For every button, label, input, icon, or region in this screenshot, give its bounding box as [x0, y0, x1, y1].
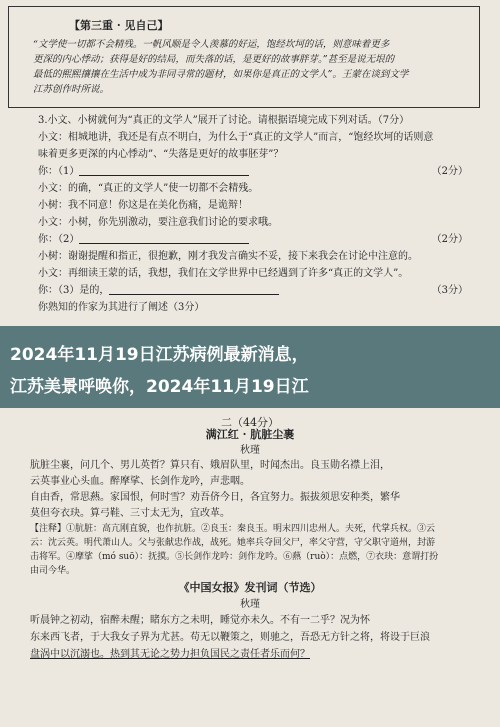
dialog-text: 小树，你先别激动，要注意我们讨论的要求哦。: [68, 217, 278, 228]
note-line: 【注释】①肮脏：高亢刚直貌，也作抗脏。②良玉：秦良玉。明末四川忠州人。夫死，代掌兵权。③云: [30, 524, 436, 534]
poem-line: 莫但夸衣玦。算弓鞋、三寸太无为，宜改革。: [30, 508, 230, 519]
dialog-text: （1）: [58, 166, 80, 177]
score-label: （2分）: [431, 234, 468, 245]
banner-line-1: 2024年11月19日江苏病例最新消息，: [10, 345, 309, 365]
annotation-notes: [30, 522, 470, 578]
answer-blank[interactable]: [109, 286, 279, 295]
question-3: [38, 112, 468, 316]
speaker-label: 小文：: [38, 183, 68, 194]
poem-line: 自由香，常思爇。家国恨，何时雪？劝吾侪今日，各宜努力。振拔须思安种类，繁华: [30, 492, 400, 503]
dialog-text: （2）: [58, 234, 80, 245]
poem-line: 云英事业心头血。醉摩挲、长剑作龙吟，声悲咽。: [30, 476, 250, 487]
poem-1-title: 满江红 · 肮脏尘裹: [205, 428, 295, 441]
box-line: “文学使一切都不会精残。一帆风顺是令人羡慕的好运，饱经坎坷的话，则意味着更多: [33, 39, 390, 50]
dialog-text: 谢谢提醒和指正，很抱歉，刚才我发言确实不妥，接下来我会在讨论中注意的。: [68, 251, 418, 262]
box-line: 更深的内心悸动；获得是好的结局，而失落的话，是更好的故事胖芽。”甚至是说无垠的: [33, 54, 395, 65]
speaker-label: 小文：: [38, 217, 68, 228]
speaker-label: 小文：: [38, 132, 68, 143]
poem-1-body: [30, 458, 470, 522]
dialog-row: [38, 299, 468, 316]
speaker-label: 小树：: [38, 251, 68, 262]
passage-2-body: [30, 612, 470, 663]
dialog-text: 相城地讲，我还是有点不明白，为什么于“真正的文学人”而言，“饱经坎坷的话则意: [68, 132, 434, 143]
dialog-row: [38, 197, 468, 214]
dialog-row: [38, 282, 468, 299]
dialog-row: [38, 180, 468, 197]
quote-box: [8, 6, 480, 108]
note-line: 由司今华。: [30, 566, 76, 576]
section-2-heading: 二（44分）: [221, 416, 279, 429]
speaker-label: 小树：: [38, 200, 68, 211]
answer-blank[interactable]: [79, 235, 249, 244]
dialog-text: 我不同意！你这是在美化伤痛，是诡辩！: [68, 200, 248, 211]
dialog-row: [38, 214, 468, 231]
dialog-row: [38, 163, 468, 180]
note-line: 云：沈云英。明代萧山人。父与张献忠作战，战死。她率兵夺回父尸，率父守营，守父职守道州，封游: [30, 538, 436, 548]
speaker-label: 你：: [38, 285, 58, 296]
poem-line: 肮脏尘裹，问几个、男儿英哲？算只有、娥眉队里，时闻杰出。良玉勋名襟上泪，: [30, 460, 390, 471]
box-text: [33, 37, 478, 97]
box-title: 【第三重 · 见自己】: [69, 19, 169, 32]
dialog-row: [38, 265, 468, 282]
score-label: （3分）: [431, 285, 468, 296]
poem-1-author: 秋瑾: [240, 445, 260, 456]
score-label: （2分）: [431, 166, 468, 177]
question-prompt: 3.小文、小树就何为“真正的文学人”展开了讨论。请根据语境完成下列对话。（7分）: [38, 115, 410, 126]
speaker-label: 你：: [38, 166, 58, 177]
passage-2-title: 《中国女报》发刊词（节选）: [178, 581, 322, 594]
dialog-row: [38, 129, 468, 146]
dialog-text: 的确，“真正的文学人”使一切都不会精残。: [68, 183, 259, 194]
prose-line: 盘涡中以沉溺也。热到其无论之势力担负国民之责任者乐而何？: [30, 649, 310, 660]
banner-line-2: 江苏美景呼唤你，2024年11月19日江: [10, 377, 309, 397]
dialog-text: （3）是的，: [58, 285, 110, 296]
dialog-row: [38, 248, 468, 265]
note-line: 击将军。④摩挲（mó suō）：抚摸。⑤长剑作龙吟：剑作龙吟。⑥爇（ruò）：点燃，⑦衣玦：意谓打扮: [30, 552, 439, 562]
dialog-row: [38, 146, 468, 163]
box-line: 最低的熙熙攘攘在生活中成为非同寻常的题材，如果你是真正的文学人”。王蒙在谈到文学: [33, 69, 409, 80]
box-line: 江苏创作时所说。: [33, 84, 110, 95]
dialog-text: 你熟知的作家为其进行了阐述（3分）: [38, 302, 205, 313]
passage-2-author: 秋瑾: [240, 599, 260, 610]
dialog-list: [38, 129, 468, 316]
dialog-row: [38, 231, 468, 248]
dialog-text: 再细读王蒙的话，我想，我们在文学世界中已经遇到了许多“真正的文学人”。: [68, 268, 409, 279]
headline-banner[interactable]: [0, 326, 500, 408]
answer-blank[interactable]: [79, 167, 249, 176]
prose-line: 东来西飞者，于大我女子界为尤甚。苟无以鞭策之，则驰之，吾恐无方针之将，将设于巨浪: [30, 632, 430, 643]
dialog-text: 味着更多更深的内心悸动”、“失落是更好的故事胚芽”？: [38, 149, 284, 160]
speaker-label: 你：: [38, 234, 58, 245]
prose-line: 听晨钟之初动，宿醉未醒；睹东方之未明，睡觉亦未久。不有一二乎？况为怀: [30, 615, 370, 626]
speaker-label: 小文：: [38, 268, 68, 279]
